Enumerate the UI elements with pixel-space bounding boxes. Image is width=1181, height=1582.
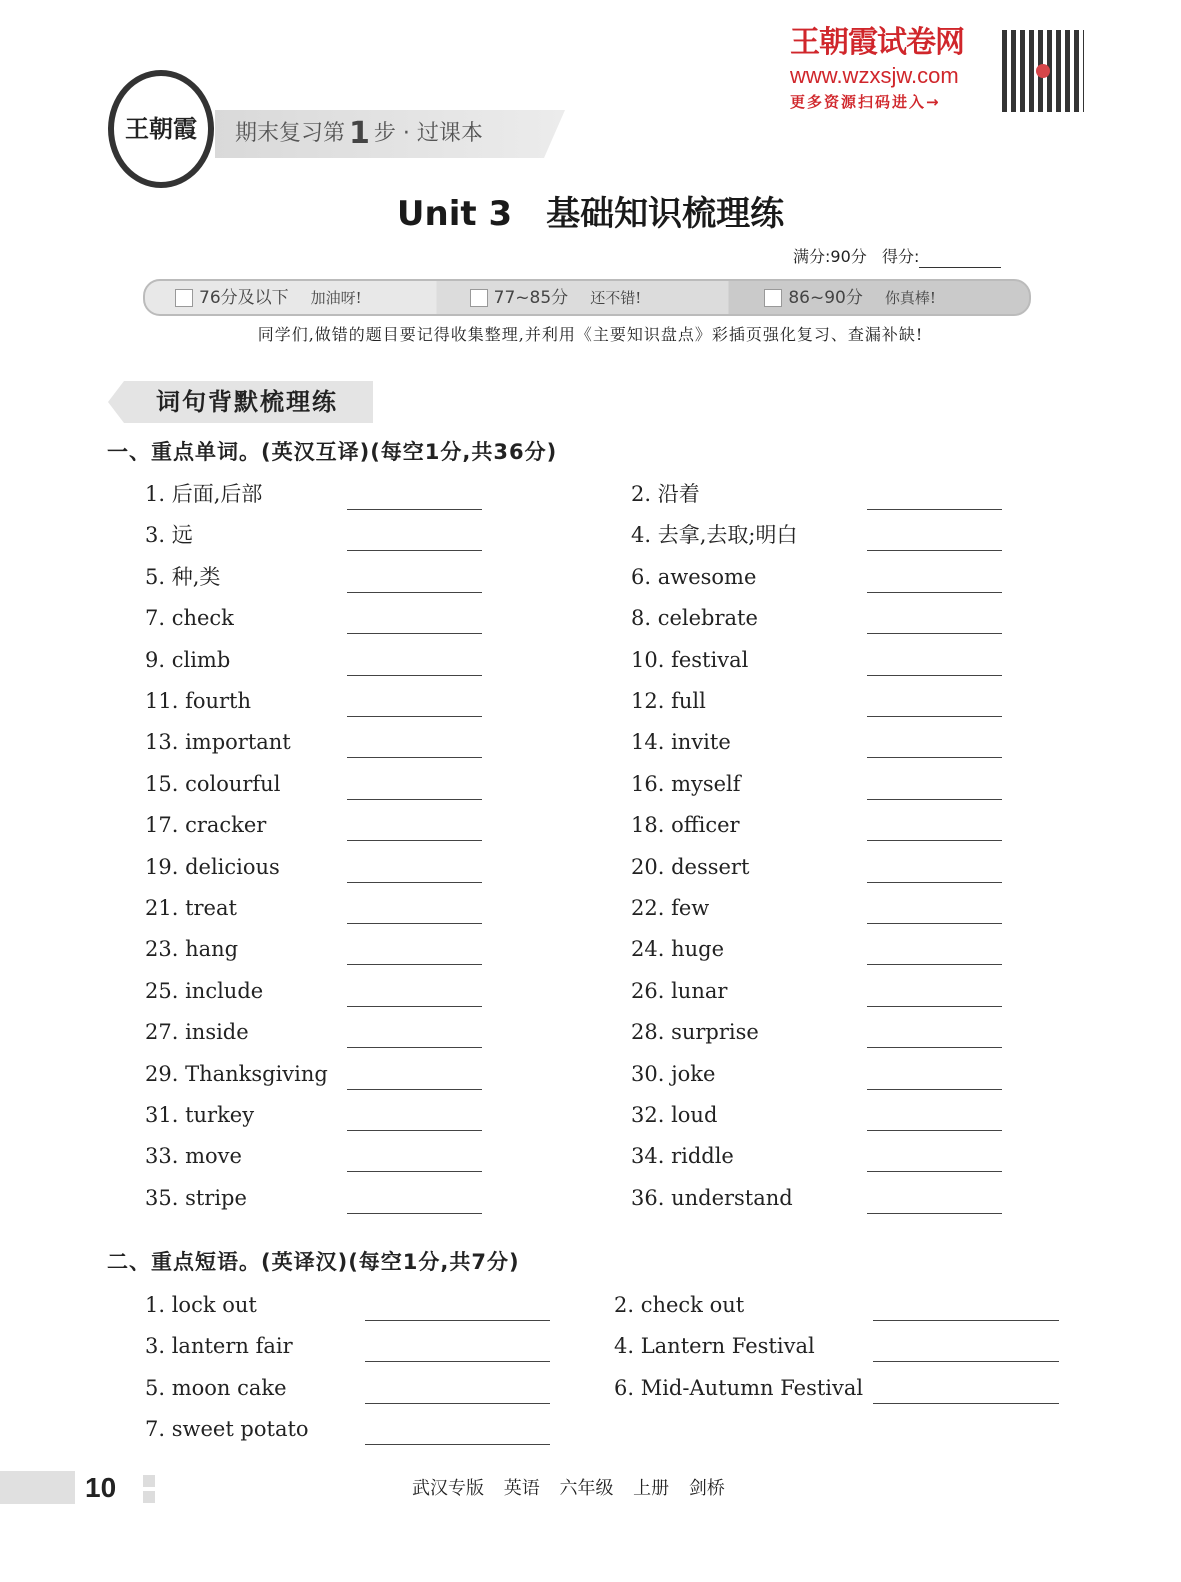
answer-blank[interactable] [873, 1402, 1059, 1404]
item-label: 26. lunar [631, 978, 728, 1003]
answer-blank[interactable] [347, 839, 482, 841]
item-label: 1. lock out [145, 1293, 257, 1317]
answer-blank[interactable] [347, 508, 482, 510]
grade-low [145, 288, 440, 308]
item-label: 21. treat [145, 896, 237, 920]
banner-suffix: 步 · 过课本 [373, 121, 483, 146]
item-label: 25. include [145, 978, 264, 1003]
brand-more: 更多资源扫码进入→ [790, 93, 941, 111]
instruction-note: 同学们,做错的题目要记得收集整理,并利用《主要知识盘点》彩插页强化复习、查漏补缺! [257, 325, 924, 344]
item-label: 15. colourful [145, 771, 281, 796]
answer-blank[interactable] [347, 1212, 482, 1214]
qr-code-icon [1002, 30, 1084, 112]
full-score: 满分:90分 [793, 247, 867, 266]
answer-blank[interactable] [867, 963, 1002, 965]
answer-blank[interactable] [867, 1170, 1002, 1172]
answer-blank[interactable] [365, 1443, 550, 1445]
answer-blank[interactable] [347, 1046, 482, 1048]
item-label: 10. festival [631, 647, 749, 672]
banner-text [235, 113, 483, 155]
item-label: 11. fourth [145, 689, 252, 713]
item-label: 22. few [631, 896, 710, 920]
answer-blank[interactable] [347, 756, 482, 758]
item-label: 35. stripe [145, 1185, 247, 1210]
answer-blank[interactable] [867, 1129, 1002, 1131]
answer-blank[interactable] [867, 1046, 1002, 1048]
banner-num: 1 [349, 116, 370, 151]
item-label: 17. cracker [145, 813, 267, 838]
grade-range: 77~85分 [493, 287, 569, 308]
answer-blank[interactable] [365, 1319, 550, 1321]
answer-blank[interactable] [867, 1005, 1002, 1007]
item-label: 7. sweet potato [145, 1417, 309, 1442]
footer-info: 武汉专版 英语 六年级 上册 剑桥 [412, 1478, 725, 1499]
page-bar [0, 1471, 75, 1504]
deco-square [143, 1475, 155, 1487]
grade-mid [440, 288, 735, 308]
answer-blank[interactable] [365, 1360, 550, 1362]
publisher-logo [108, 70, 214, 188]
answer-blank[interactable] [347, 715, 482, 717]
item-label: 5. 种,类 [145, 564, 221, 589]
item-label: 24. huge [631, 937, 724, 962]
page-number: 10 [85, 1472, 117, 1503]
answer-blank[interactable] [347, 549, 482, 551]
item-label: 34. riddle [631, 1144, 734, 1169]
page-title: Unit 3 基础知识梳理练 [396, 194, 785, 234]
answer-blank[interactable] [347, 798, 482, 800]
checkbox[interactable] [175, 289, 193, 307]
logo-text: 王朝霞 [125, 114, 197, 143]
item-label: 4. 去拿,去取;明白 [631, 523, 798, 548]
item-label: 2. 沿着 [631, 482, 700, 506]
answer-blank[interactable] [347, 674, 482, 676]
grade-bar [143, 279, 1031, 316]
answer-blank[interactable] [347, 591, 482, 593]
banner-prefix: 期末复习第 [235, 121, 346, 146]
brand-name: 王朝霞试卷网 [790, 25, 964, 60]
item-label: 9. climb [145, 647, 231, 672]
grade-cheer: 加油呀! [310, 288, 362, 307]
item-label: 33. move [145, 1144, 242, 1169]
section-title: 词句背默梳理练 [156, 388, 338, 416]
item-label: 28. surprise [631, 1020, 759, 1045]
answer-blank[interactable] [867, 1088, 1002, 1090]
item-label: 8. celebrate [631, 606, 758, 631]
item-label: 16. myself [631, 771, 741, 796]
answer-blank[interactable] [347, 881, 482, 883]
item-label: 3. lantern fair [145, 1334, 293, 1359]
answer-blank[interactable] [867, 756, 1002, 758]
item-label: 2. check out [614, 1293, 745, 1317]
answer-blank[interactable] [347, 1170, 482, 1172]
item-label: 12. full [631, 689, 706, 713]
answer-blank[interactable] [347, 1129, 482, 1131]
brand-url[interactable]: www.wzxsjw.com [790, 63, 959, 88]
item-label: 32. loud [631, 1103, 718, 1127]
answer-blank[interactable] [347, 1088, 482, 1090]
item-label: 20. dessert [631, 854, 750, 879]
item-label: 6. awesome [631, 564, 757, 589]
item-label: 31. turkey [145, 1103, 255, 1127]
item-label: 27. inside [145, 1020, 249, 1045]
answer-blank[interactable] [365, 1402, 550, 1404]
grade-cheer: 还不错! [590, 288, 642, 307]
answer-blank[interactable] [867, 881, 1002, 883]
answer-blank[interactable] [867, 632, 1002, 634]
item-label: 1. 后面,后部 [145, 482, 263, 506]
answer-blank[interactable] [867, 591, 1002, 593]
answer-blank[interactable] [867, 922, 1002, 924]
score-blank[interactable] [919, 249, 1001, 268]
checkbox[interactable] [764, 289, 782, 307]
item-label: 30. joke [631, 1061, 716, 1086]
item-label: 14. invite [631, 730, 731, 755]
item-label: 3. 远 [145, 523, 193, 548]
item-label: 29. Thanksgiving [145, 1061, 328, 1086]
answer-blank[interactable] [867, 674, 1002, 676]
item-label: 6. Mid-Autumn Festival [614, 1375, 864, 1400]
grade-cheer: 你真棒! [884, 288, 936, 307]
answer-blank[interactable] [867, 1212, 1002, 1214]
item-label: 36. understand [631, 1185, 793, 1210]
item-label: 19. delicious [145, 854, 280, 879]
grade-range: 76分及以下 [199, 287, 289, 308]
grade-high [734, 288, 1029, 308]
got-score-label: 得分: [882, 247, 920, 266]
item-label: 23. hang [145, 937, 239, 962]
checkbox[interactable] [470, 289, 488, 307]
answer-blank[interactable] [867, 508, 1002, 510]
item-label: 5. moon cake [145, 1375, 287, 1400]
answer-blank[interactable] [347, 963, 482, 965]
item-label: 7. check [145, 606, 234, 631]
item-label: 18. officer [631, 813, 740, 838]
answer-blank[interactable] [867, 549, 1002, 551]
grade-range: 86~90分 [788, 287, 863, 308]
answer-blank[interactable] [867, 839, 1002, 841]
answer-blank[interactable] [873, 1319, 1059, 1321]
part1-heading: 一、重点单词。(英汉互译)(每空1分,共36分) [107, 440, 558, 464]
answer-blank[interactable] [347, 632, 482, 634]
answer-blank[interactable] [867, 715, 1002, 717]
score-line [793, 246, 1001, 268]
answer-blank[interactable] [867, 798, 1002, 800]
answer-blank[interactable] [347, 1005, 482, 1007]
item-label: 4. Lantern Festival [614, 1334, 815, 1359]
part2-heading: 二、重点短语。(英译汉)(每空1分,共7分) [107, 1250, 520, 1274]
answer-blank[interactable] [873, 1360, 1059, 1362]
deco-square [143, 1491, 155, 1503]
item-label: 13. important [145, 730, 291, 755]
answer-blank[interactable] [347, 922, 482, 924]
